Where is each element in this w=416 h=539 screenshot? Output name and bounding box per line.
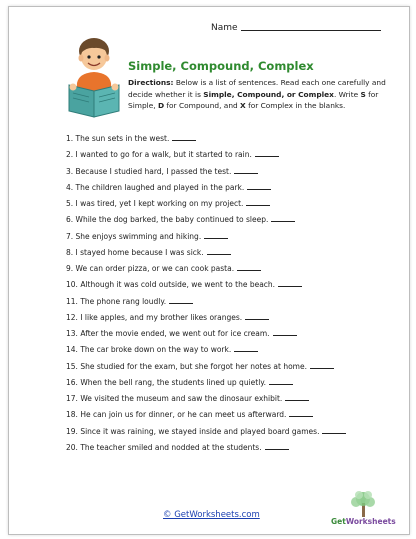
sentence-item: 6. While the dog barked, the baby continued to sleep. <box>66 212 396 228</box>
answer-blank[interactable] <box>245 312 269 320</box>
answer-blank[interactable] <box>246 198 270 206</box>
boy-reading-illustration <box>65 33 123 119</box>
answer-blank[interactable] <box>169 296 193 304</box>
sentence-item: 19. Since it was raining, we stayed inside and played board games. <box>66 424 396 440</box>
sentence-item: 15. She studied for the exam, but she forgot her notes at home. <box>66 359 396 375</box>
sentence-item: 20. The teacher smiled and nodded at the students. <box>66 440 396 456</box>
sentence-item: 8. I stayed home because I was sick. <box>66 245 396 261</box>
sentence-item: 9. We can order pizza, or we can cook pasta. <box>66 261 396 277</box>
answer-blank[interactable] <box>310 361 334 369</box>
answer-blank[interactable] <box>234 166 258 174</box>
footer-website-link[interactable]: © GetWorksheets.com <box>163 510 260 520</box>
answer-blank[interactable] <box>204 231 228 239</box>
answer-blank[interactable] <box>265 442 289 450</box>
answer-blank[interactable] <box>207 247 231 255</box>
logo-wordmark: GetWorksheets <box>331 517 396 526</box>
answer-blank[interactable] <box>237 263 261 271</box>
sentence-item: 10. Although it was cold outside, we went to the beach. <box>66 277 396 293</box>
answer-blank[interactable] <box>234 344 258 352</box>
answer-blank[interactable] <box>289 409 313 417</box>
sentence-item: 14. The car broke down on the way to work. <box>66 342 396 358</box>
sentence-item: 5. I was tired, yet I kept working on my project. <box>66 196 396 212</box>
answer-blank[interactable] <box>285 393 309 401</box>
answer-blank[interactable] <box>278 279 302 287</box>
sentence-item: 11. The phone rang loudly. <box>66 294 396 310</box>
answer-blank[interactable] <box>255 149 279 157</box>
directions-text: Directions: Below is a list of sentences. Read each one carefully and decide whether it is Simple, Compound, or Complex. Write S for Simple, D for Compound, and X for Complex in the blanks. <box>128 78 386 110</box>
sentence-list <box>66 131 396 456</box>
sentence-item: 16. When the bell rang, the students lined up quietly. <box>66 375 396 391</box>
sentence-item: 12. I like apples, and my brother likes oranges. <box>66 310 396 326</box>
worksheet-page <box>8 6 410 535</box>
answer-blank[interactable] <box>273 328 297 336</box>
name-label: Name <box>211 23 238 33</box>
name-blank[interactable] <box>241 21 381 31</box>
sentence-item: 13. After the movie ended, we went out for ice cream. <box>66 326 396 342</box>
answer-blank[interactable] <box>322 426 346 434</box>
answer-blank[interactable] <box>247 182 271 190</box>
sentence-item: 1. The sun sets in the west. <box>66 131 396 147</box>
sentence-item: 17. We visited the museum and saw the dinosaur exhibit. <box>66 391 396 407</box>
sentence-item: 2. I wanted to go for a walk, but it started to rain. <box>66 147 396 163</box>
sentence-item: 18. He can join us for dinner, or he can meet us afterward. <box>66 407 396 423</box>
sentence-item: 7. She enjoys swimming and hiking. <box>66 229 396 245</box>
sentence-item: 3. Because I studied hard, I passed the test. <box>66 164 396 180</box>
sentence-item: 4. The children laughed and played in the park. <box>66 180 396 196</box>
name-field <box>211 21 381 33</box>
directions-label: Directions: <box>128 78 174 87</box>
answer-blank[interactable] <box>269 377 293 385</box>
answer-blank[interactable] <box>271 214 295 222</box>
worksheet-title: Simple, Compound, Complex <box>128 59 314 73</box>
answer-blank[interactable] <box>172 133 196 141</box>
